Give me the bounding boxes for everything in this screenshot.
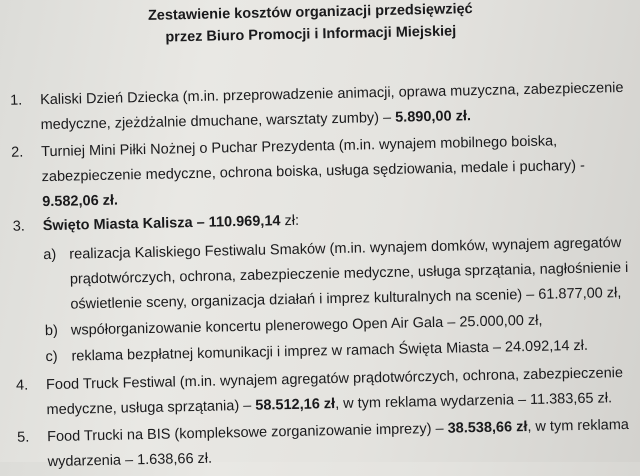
subitem-line: oświetlenie sceny, organizacja działań i imprez kulturalnych na scenie) – 61.877,00 zł, <box>70 285 622 313</box>
item-number: 3. <box>12 218 26 235</box>
subitem-line: realizacja Kaliskiego Festiwalu Smaków (m.in. wynajem domków, wynajem agregatów <box>69 235 622 263</box>
list-item <box>42 209 299 239</box>
list-item <box>46 361 624 423</box>
list-item <box>41 129 586 215</box>
subitem-letter: c) <box>45 348 58 366</box>
item-number: 2. <box>11 144 24 161</box>
subitem-line: współorganizowanie koncertu plenerowego Open Air Gala – 25.000,00 zł, <box>70 312 543 339</box>
item-line: Food Truck Festiwal (m.in. wynajem agregatów prądotwórczych, ochrona, zabezpieczenie <box>45 365 624 394</box>
item-amount: 58.512,16 zł <box>255 396 336 414</box>
title-line-1: Zestawienie kosztów organizacji przedsięwzięć <box>147 1 473 24</box>
item-number: 4. <box>15 377 29 394</box>
item-number: 1. <box>9 92 23 109</box>
item-amount: 5.890,00 zł. <box>394 108 472 126</box>
item-line: Święto Miasta Kalisza – 110.969,14 zł: <box>42 212 300 235</box>
document-title <box>140 0 481 49</box>
item-amount: 110.969,14 <box>208 213 281 231</box>
subitem-line: prądotwórczych, ochrona, zabezpieczenie medyczne, usługa sprzątania, nagłośnienie i <box>69 259 629 288</box>
item-amount: 9.582,06 zł. <box>42 192 119 211</box>
item-line: Turniej Mini Piłki Nożnej o Puchar Prezydenta (m.in. wynajem mobilnego boiska, <box>41 133 558 161</box>
item-amount: 38.538,66 zł <box>447 419 528 437</box>
title-line-2: przez Biuro Promocji i Informacji Miejskiej <box>165 23 457 46</box>
subitem-line: reklama bezpłatnej komunikacji i imprez w ramach Święta Miasta – 24.092,14 zł. <box>71 337 589 365</box>
item-number: 5. <box>17 429 30 446</box>
item-line: wydarzenia – 1.638,66 zł. <box>47 450 213 471</box>
item-line: Food Trucki na BIS (kompleksowe zorganizowanie imprezy) – 38.538,66 zł, w tym reklama <box>46 416 630 446</box>
item-line: medyczne, usługa sprzątania) – 58.512,16 zł, w tym reklama wydarzenia – 11.383,65 zł. <box>46 390 613 419</box>
subitem <box>69 231 629 318</box>
item-line: zabezpieczenie medyczne, ochrona boiska, usługa sędziowania, medale i puchary) - <box>41 157 586 186</box>
item-line: Kaliski Dzień Dziecka (m.in. przeprowadzenie animacji, oprawa muzyczna, zabezpieczenie <box>39 79 624 109</box>
item-title: Święto Miasta Kalisza – <box>42 214 205 235</box>
item-line: medyczne, zjeżdżalnie dmuchane, warsztaty zumby) – 5.890,00 zł. <box>40 108 472 134</box>
subitem-letter: b) <box>44 322 59 340</box>
list-item <box>47 413 630 475</box>
subitem-letter: a) <box>43 246 57 264</box>
